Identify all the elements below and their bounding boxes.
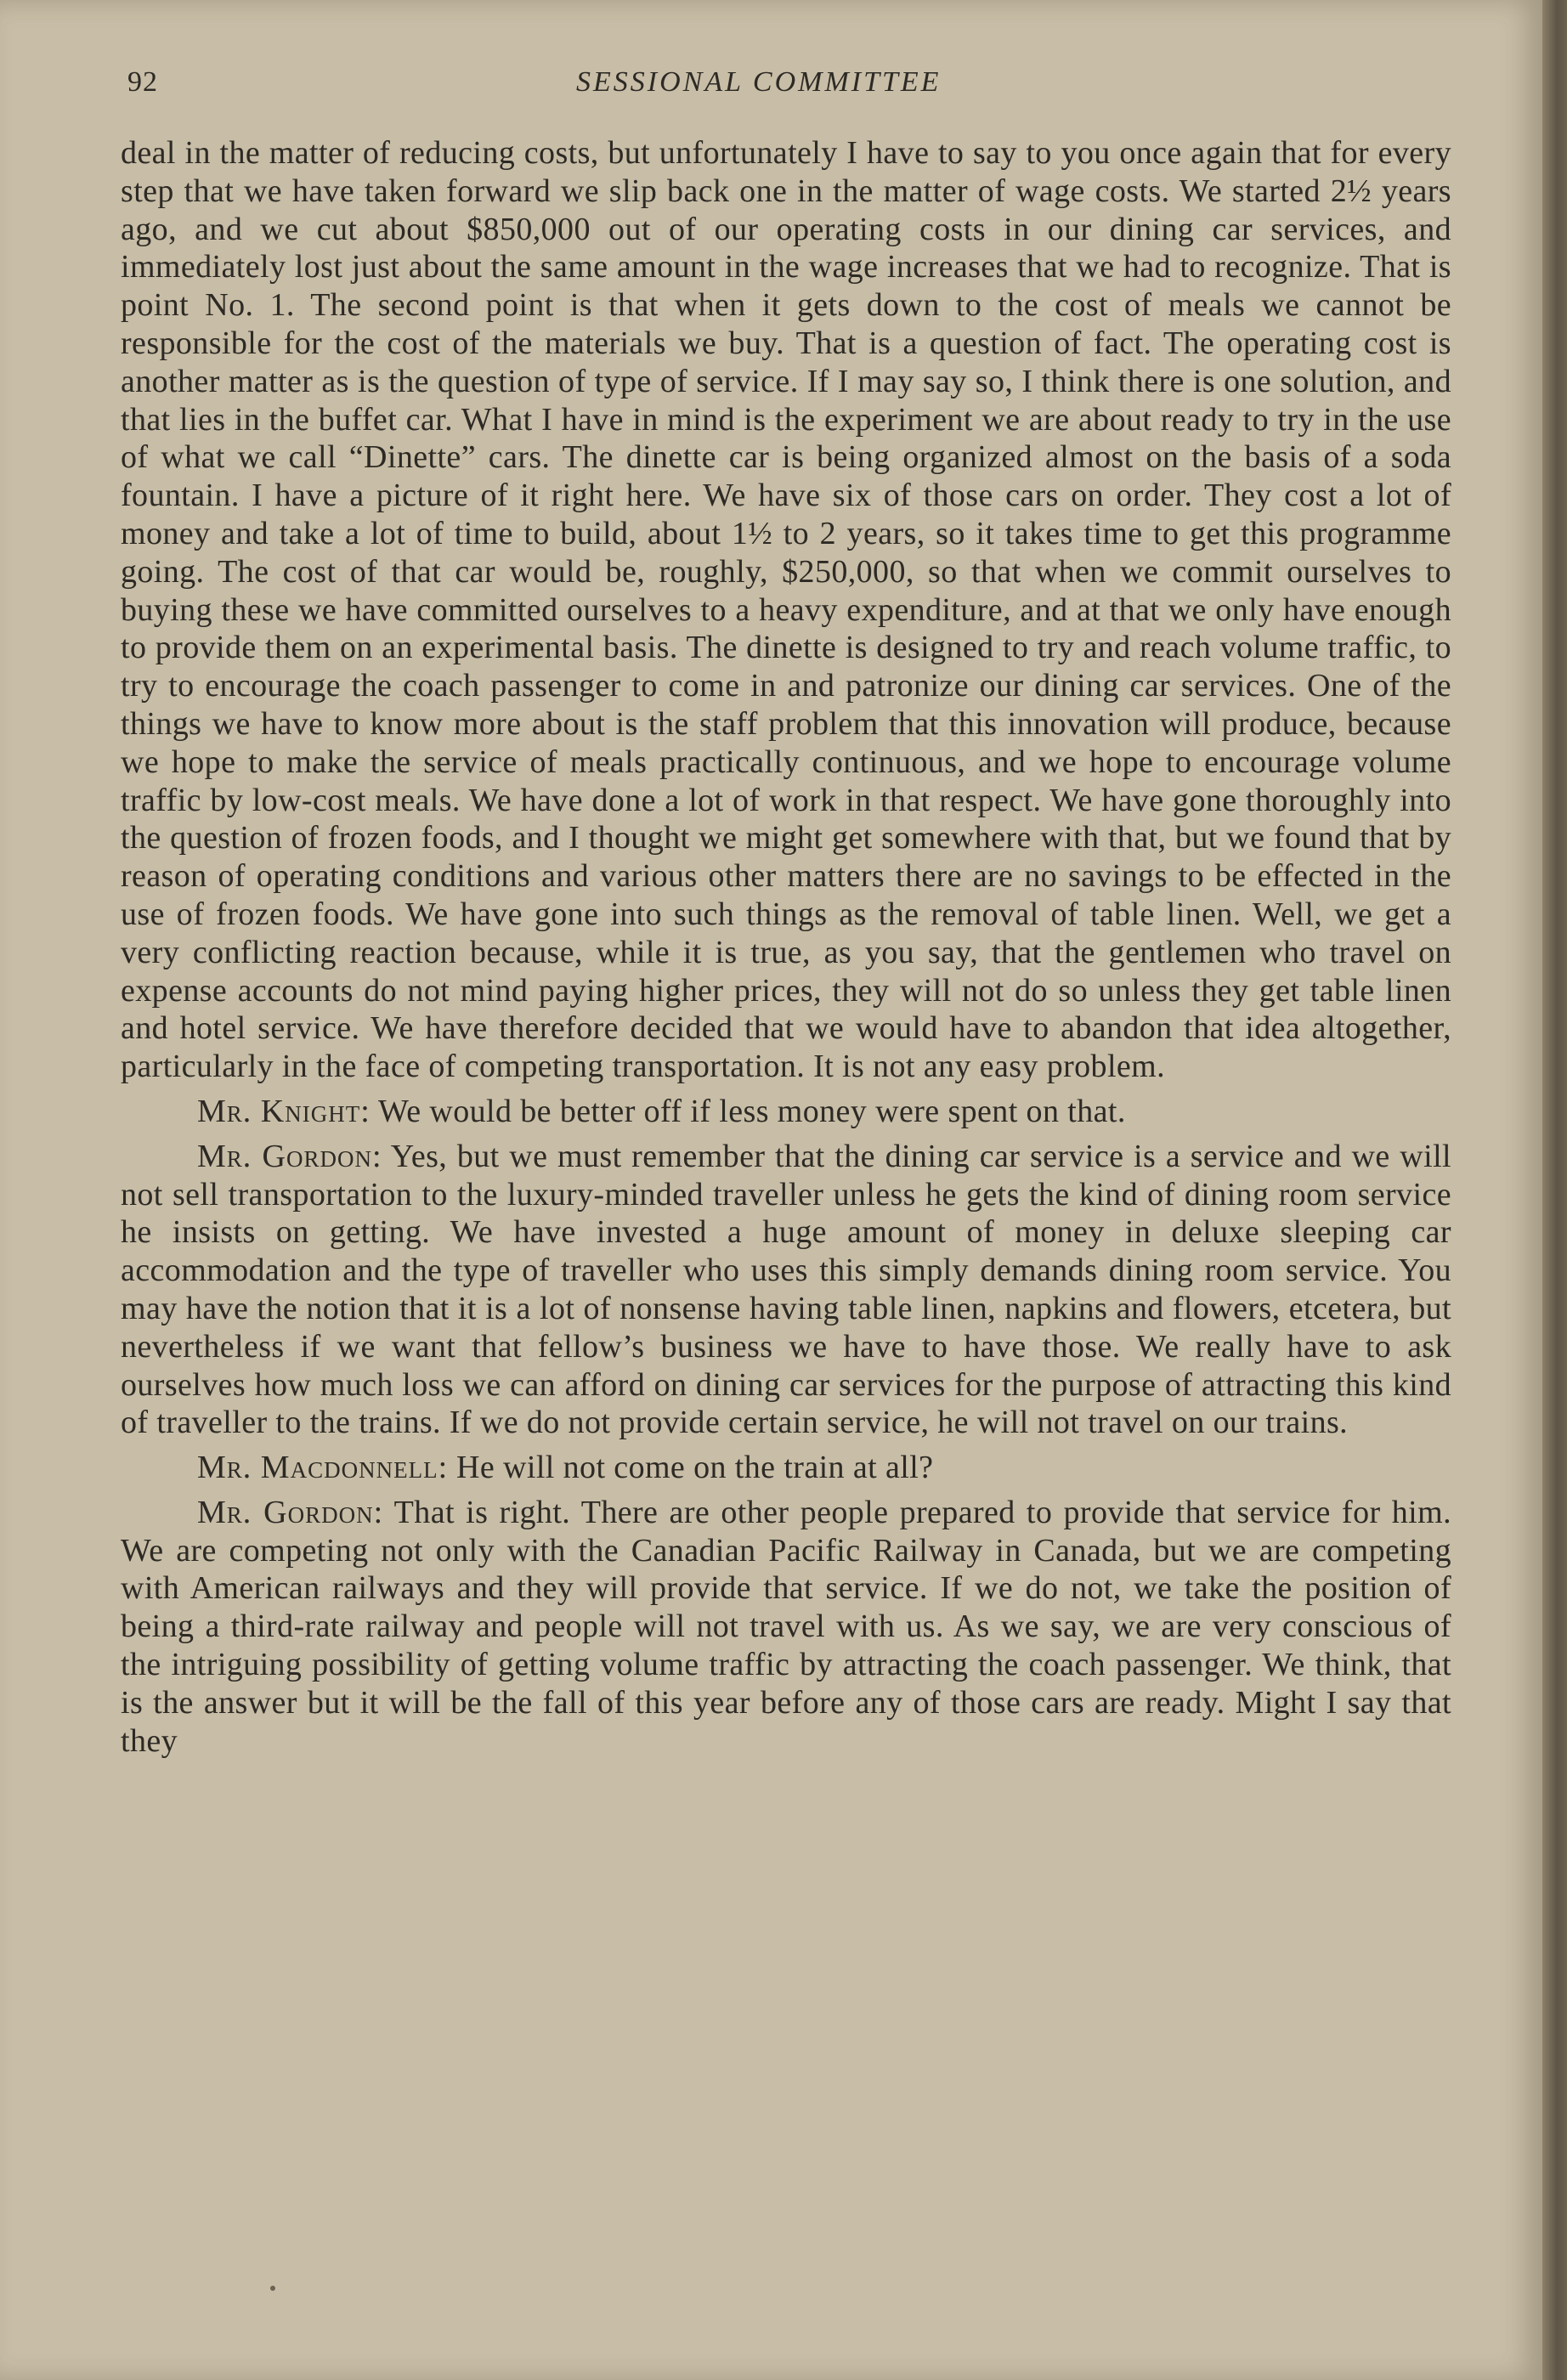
- speaker-name: Mr. Gordon:: [197, 1138, 382, 1174]
- paper-speck: [270, 2286, 275, 2291]
- paragraph-gordon-2: [121, 1494, 1451, 1761]
- paragraph-text: That is right. There are other people prepared to provide that service for him. We are competing not only with the Canadian Pacific Railway in Canada, but we are competing with American railways and they will provide that service. If we do not, we take the position of being a third-rate railway and people will not travel with us. As we say, we are very conscious of the intriguing possibility of getting volume traffic by attracting the coach passenger. We think, that is the answer but it will be the fall of this year before any of those cars are ready. Might I say that they: [121, 1494, 1451, 1759]
- paragraph-text: We would be better off if less money were spent on that.: [370, 1093, 1126, 1129]
- paragraph-continuation: [121, 134, 1451, 1086]
- body-text: [121, 134, 1451, 1760]
- paragraph-gordon-1: [121, 1138, 1451, 1442]
- running-head: SESSIONAL COMMITTEE: [576, 66, 942, 98]
- paragraph-text: He will not come on the train at all?: [448, 1450, 934, 1486]
- page-number: 92: [127, 66, 158, 98]
- speaker-name: Mr. Macdonnell:: [197, 1450, 449, 1486]
- speaker-name: Mr. Knight:: [197, 1093, 371, 1129]
- page-header: [127, 66, 1453, 109]
- paragraph-text: Yes, but we must remember that the dining car service is a service and we will not sell transportation to the luxury-minded traveller unless he gets the kind of dining room service he insists on getting. We have invested a huge amount of money in deluxe sleeping car accommodation and the type of traveller who uses this simply demands dining room service. You may have the notion that it is a lot of nonsense having table linen, napkins and flowers, etcetera, but nevertheless if we want that fellow’s business we have to have those. We really have to ask ourselves how much loss we can afford on dining car services for the purpose of attracting this kind of traveller to the trains. If we do not provide certain service, he will not travel on our trains.: [121, 1138, 1451, 1441]
- paragraph-macdonnell: [121, 1449, 1451, 1487]
- speaker-name: Mr. Gordon:: [197, 1494, 384, 1530]
- page-edge: [1542, 0, 1567, 2380]
- paragraph-knight: [121, 1093, 1451, 1131]
- paragraph-text: deal in the matter of reducing costs, but unfortunately I have to say to you once again that for every step that we have taken forward we slip back one in the matter of wage costs. We started 2½ years ago, and we cut about $850,000 out of our operating costs in our dining car services, and immediately lost just about the same amount in the wage increases that we had to recognize. That is point No. 1. The second point is that when it gets down to the cost of meals we cannot be responsible for the cost of the materials we buy. That is a question of fact. The operating cost is another matter as is the question of type of service. If I may say so, I think there is one solution, and that lies in the buffet car. What I have in mind is the experiment we are about ready to try in the use of what we call “Dinette” cars. The dinette car is being organized almost on the basis of a soda fountain. I have a picture of it right here. We have six of those cars on order. They cost a lot of money and take a lot of time to build, about 1½ to 2 years, so it takes time to get this programme going. The cost of that car would be, roughly, $250,000, so that when we commit ourselves to buying these we have committed ourselves to a heavy expenditure, and at that we only have enough to provide them on an experimental basis. The dinette is designed to try and reach volume traffic, to try to encourage the coach passenger to come in and patronize our dining car services. One of the things we have to know more about is the staff problem that this innovation will produce, because we hope to make the service of meals practically continuous, and we hope to encourage volume traffic by low-cost meals. We have done a lot of work in that respect. We have gone thoroughly into the question of frozen foods, and I thought we might get somewhere with that, but we found that by reason of operating conditions and various other matters there are no savings to be effected in the use of frozen foods. We have gone into such things as the removal of table linen. Well, we get a very conflicting reaction because, while it is true, as you say, that the gentlemen who travel on expense accounts do not mind paying higher prices, they will not do so unless they get table linen and hotel service. We have therefore decided that we would have to abandon that idea altogether, particularly in the face of competing transportation. It is not any easy problem.: [121, 135, 1451, 1085]
